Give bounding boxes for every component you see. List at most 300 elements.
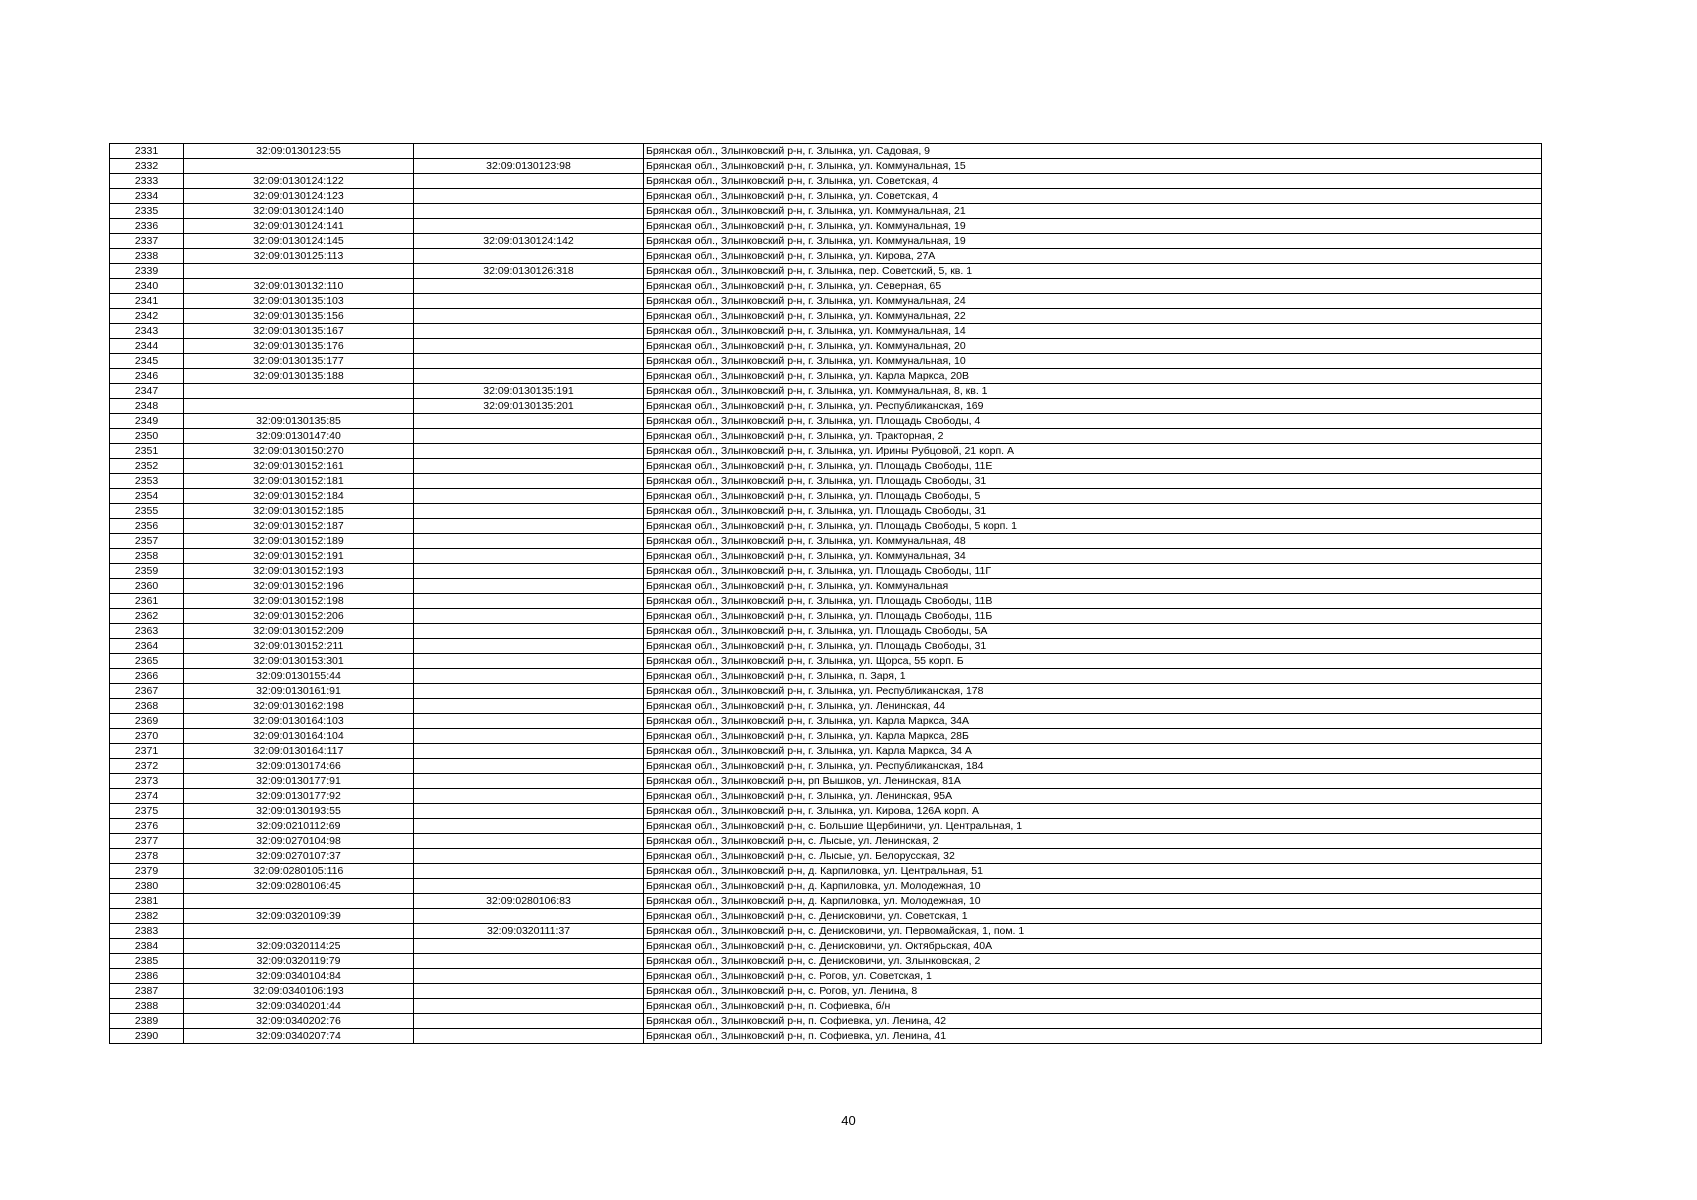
table-row xyxy=(110,444,1542,459)
cadastral-number-cell: 32:09:0130162:198 xyxy=(184,699,414,714)
cadastral-number-cell: 32:09:0130193:55 xyxy=(184,804,414,819)
table-row xyxy=(110,234,1542,249)
row-number-cell: 2358 xyxy=(110,549,184,564)
cadastral-number-cell: 32:09:0130135:167 xyxy=(184,324,414,339)
row-number-cell: 2367 xyxy=(110,684,184,699)
alt-cadastral-number-cell xyxy=(414,564,644,579)
row-number-cell: 2348 xyxy=(110,399,184,414)
row-number-cell: 2336 xyxy=(110,219,184,234)
table-row xyxy=(110,744,1542,759)
table-row xyxy=(110,894,1542,909)
table-row xyxy=(110,429,1542,444)
cadastral-number-cell: 32:09:0130152:187 xyxy=(184,519,414,534)
address-cell: Брянская обл., Злынковский р-н, г. Злынка, ул. Карла Маркса, 20В xyxy=(644,369,1542,384)
address-cell: Брянская обл., Злынковский р-н, г. Злынка, ул. Коммунальная, 14 xyxy=(644,324,1542,339)
alt-cadastral-number-cell xyxy=(414,594,644,609)
address-cell: Брянская обл., Злынковский р-н, с. Рогов, ул. Советская, 1 xyxy=(644,969,1542,984)
row-number-cell: 2344 xyxy=(110,339,184,354)
cadastral-number-cell: 32:09:0130153:301 xyxy=(184,654,414,669)
cadastral-number-cell xyxy=(184,924,414,939)
table-row xyxy=(110,519,1542,534)
row-number-cell: 2375 xyxy=(110,804,184,819)
alt-cadastral-number-cell xyxy=(414,249,644,264)
row-number-cell: 2363 xyxy=(110,624,184,639)
alt-cadastral-number-cell xyxy=(414,474,644,489)
address-cell: Брянская обл., Злынковский р-н, с. Денисковичи, ул. Октябрьская, 40А xyxy=(644,939,1542,954)
cadastral-number-cell: 32:09:0320119:79 xyxy=(184,954,414,969)
cadastral-number-cell: 32:09:0130152:181 xyxy=(184,474,414,489)
cadastral-number-cell: 32:09:0340207:74 xyxy=(184,1029,414,1044)
table-row xyxy=(110,609,1542,624)
row-number-cell: 2355 xyxy=(110,504,184,519)
row-number-cell: 2333 xyxy=(110,174,184,189)
alt-cadastral-number-cell xyxy=(414,324,644,339)
address-cell: Брянская обл., Злынковский р-н, г. Злынка, ул. Коммунальная, 19 xyxy=(644,234,1542,249)
row-number-cell: 2339 xyxy=(110,264,184,279)
cadastral-number-cell: 32:09:0340104:84 xyxy=(184,969,414,984)
cadastral-number-cell: 32:09:0270107:37 xyxy=(184,849,414,864)
row-number-cell: 2379 xyxy=(110,864,184,879)
address-cell: Брянская обл., Злынковский р-н, г. Злынка, ул. Коммунальная, 20 xyxy=(644,339,1542,354)
table-row xyxy=(110,729,1542,744)
address-cell: Брянская обл., Злынковский р-н, г. Злынка, ул. Коммунальная, 10 xyxy=(644,354,1542,369)
table-row xyxy=(110,489,1542,504)
row-number-cell: 2345 xyxy=(110,354,184,369)
cadastral-number-cell: 32:09:0130125:113 xyxy=(184,249,414,264)
row-number-cell: 2388 xyxy=(110,999,184,1014)
address-cell: Брянская обл., Злынковский р-н, г. Злынка, ул. Коммунальная, 34 xyxy=(644,549,1542,564)
table-row xyxy=(110,219,1542,234)
row-number-cell: 2332 xyxy=(110,159,184,174)
page-number: 40 xyxy=(841,1113,856,1128)
alt-cadastral-number-cell xyxy=(414,864,644,879)
alt-cadastral-number-cell xyxy=(414,174,644,189)
cadastral-number-cell: 32:09:0130152:189 xyxy=(184,534,414,549)
address-cell: Брянская обл., Злынковский р-н, с. Лысые, ул. Белорусская, 32 xyxy=(644,849,1542,864)
cadastral-number-cell: 32:09:0340106:193 xyxy=(184,984,414,999)
cadastral-number-cell: 32:09:0130164:104 xyxy=(184,729,414,744)
cadastral-number-cell: 32:09:0130152:161 xyxy=(184,459,414,474)
address-cell: Брянская обл., Злынковский р-н, г. Злынка, ул. Коммунальная xyxy=(644,579,1542,594)
table-row xyxy=(110,534,1542,549)
cadastral-number-cell: 32:09:0130152:206 xyxy=(184,609,414,624)
alt-cadastral-number-cell xyxy=(414,309,644,324)
row-number-cell: 2372 xyxy=(110,759,184,774)
row-number-cell: 2346 xyxy=(110,369,184,384)
cadastral-number-cell xyxy=(184,384,414,399)
table-row xyxy=(110,924,1542,939)
address-cell: Брянская обл., Злынковский р-н, г. Злынка, ул. Площадь Свободы, 11Б xyxy=(644,609,1542,624)
table-row xyxy=(110,279,1542,294)
row-number-cell: 2366 xyxy=(110,669,184,684)
table-row xyxy=(110,969,1542,984)
alt-cadastral-number-cell xyxy=(414,939,644,954)
alt-cadastral-number-cell xyxy=(414,1029,644,1044)
cadastral-number-cell: 32:09:0320109:39 xyxy=(184,909,414,924)
table-row xyxy=(110,294,1542,309)
row-number-cell: 2338 xyxy=(110,249,184,264)
table-row xyxy=(110,819,1542,834)
address-cell: Брянская обл., Злынковский р-н, г. Злынка, ул. Карла Маркса, 34А xyxy=(644,714,1542,729)
address-cell: Брянская обл., Злынковский р-н, г. Злынка, ул. Коммунальная, 24 xyxy=(644,294,1542,309)
alt-cadastral-number-cell xyxy=(414,279,644,294)
table-row xyxy=(110,369,1542,384)
alt-cadastral-number-cell: 32:09:0130124:142 xyxy=(414,234,644,249)
cadastral-number-cell: 32:09:0130152:211 xyxy=(184,639,414,654)
row-number-cell: 2368 xyxy=(110,699,184,714)
row-number-cell: 2385 xyxy=(110,954,184,969)
property-table xyxy=(109,143,1542,1044)
alt-cadastral-number-cell xyxy=(414,369,644,384)
table-row xyxy=(110,384,1542,399)
table-row xyxy=(110,834,1542,849)
alt-cadastral-number-cell xyxy=(414,849,644,864)
cadastral-number-cell: 32:09:0130135:176 xyxy=(184,339,414,354)
row-number-cell: 2382 xyxy=(110,909,184,924)
address-cell: Брянская обл., Злынковский р-н, с. Лысые, ул. Ленинская, 2 xyxy=(644,834,1542,849)
row-number-cell: 2376 xyxy=(110,819,184,834)
row-number-cell: 2351 xyxy=(110,444,184,459)
cadastral-number-cell: 32:09:0130177:92 xyxy=(184,789,414,804)
row-number-cell: 2381 xyxy=(110,894,184,909)
row-number-cell: 2357 xyxy=(110,534,184,549)
address-cell: Брянская обл., Злынковский р-н, г. Злынка, ул. Советская, 4 xyxy=(644,189,1542,204)
table-row xyxy=(110,774,1542,789)
table-row xyxy=(110,414,1542,429)
alt-cadastral-number-cell xyxy=(414,879,644,894)
table-row xyxy=(110,354,1542,369)
address-cell: Брянская обл., Злынковский р-н, д. Карпиловка, ул. Молодежная, 10 xyxy=(644,894,1542,909)
table-row xyxy=(110,879,1542,894)
row-number-cell: 2342 xyxy=(110,309,184,324)
table-row xyxy=(110,339,1542,354)
address-cell: Брянская обл., Злынковский р-н, г. Злынка, ул. Площадь Свободы, 11Г xyxy=(644,564,1542,579)
cadastral-number-cell: 32:09:0210112:69 xyxy=(184,819,414,834)
alt-cadastral-number-cell xyxy=(414,714,644,729)
row-number-cell: 2364 xyxy=(110,639,184,654)
alt-cadastral-number-cell xyxy=(414,504,644,519)
cadastral-number-cell: 32:09:0130124:140 xyxy=(184,204,414,219)
cadastral-number-cell: 32:09:0130155:44 xyxy=(184,669,414,684)
alt-cadastral-number-cell xyxy=(414,429,644,444)
row-number-cell: 2343 xyxy=(110,324,184,339)
alt-cadastral-number-cell xyxy=(414,204,644,219)
table-row xyxy=(110,909,1542,924)
alt-cadastral-number-cell xyxy=(414,519,644,534)
address-cell: Брянская обл., Злынковский р-н, г. Злынка, ул. Площадь Свободы, 31 xyxy=(644,639,1542,654)
alt-cadastral-number-cell xyxy=(414,744,644,759)
address-cell: Брянская обл., Злынковский р-н, г. Злынка, ул. Ленинская, 44 xyxy=(644,699,1542,714)
cadastral-number-cell: 32:09:0130152:209 xyxy=(184,624,414,639)
row-number-cell: 2356 xyxy=(110,519,184,534)
cadastral-number-cell: 32:09:0130124:141 xyxy=(184,219,414,234)
table-row xyxy=(110,759,1542,774)
row-number-cell: 2353 xyxy=(110,474,184,489)
alt-cadastral-number-cell xyxy=(414,789,644,804)
cadastral-number-cell xyxy=(184,159,414,174)
alt-cadastral-number-cell: 32:09:0130123:98 xyxy=(414,159,644,174)
alt-cadastral-number-cell xyxy=(414,954,644,969)
table-row xyxy=(110,684,1542,699)
alt-cadastral-number-cell xyxy=(414,144,644,159)
cadastral-number-cell: 32:09:0130132:110 xyxy=(184,279,414,294)
row-number-cell: 2374 xyxy=(110,789,184,804)
row-number-cell: 2340 xyxy=(110,279,184,294)
cadastral-number-cell: 32:09:0130152:196 xyxy=(184,579,414,594)
address-cell: Брянская обл., Злынковский р-н, г. Злынка, ул. Карла Маркса, 28Б xyxy=(644,729,1542,744)
address-cell: Брянская обл., Злынковский р-н, г. Злынка, ул. Тракторная, 2 xyxy=(644,429,1542,444)
address-cell: Брянская обл., Злынковский р-н, п. Софиевка, б/н xyxy=(644,999,1542,1014)
address-cell: Брянская обл., Злынковский р-н, п. Софиевка, ул. Ленина, 42 xyxy=(644,1014,1542,1029)
table-row xyxy=(110,864,1542,879)
alt-cadastral-number-cell xyxy=(414,804,644,819)
table-row xyxy=(110,699,1542,714)
cadastral-number-cell: 32:09:0130124:122 xyxy=(184,174,414,189)
cadastral-number-cell xyxy=(184,894,414,909)
row-number-cell: 2361 xyxy=(110,594,184,609)
table-row xyxy=(110,549,1542,564)
alt-cadastral-number-cell xyxy=(414,609,644,624)
table-row xyxy=(110,1029,1542,1044)
cadastral-number-cell: 32:09:0130164:117 xyxy=(184,744,414,759)
cadastral-number-cell: 32:09:0340201:44 xyxy=(184,999,414,1014)
address-cell: Брянская обл., Злынковский р-н, г. Злынка, ул. Площадь Свободы, 4 xyxy=(644,414,1542,429)
address-cell: Брянская обл., Злынковский р-н, г. Злынка, ул. Коммунальная, 22 xyxy=(644,309,1542,324)
cadastral-number-cell: 32:09:0130161:91 xyxy=(184,684,414,699)
row-number-cell: 2380 xyxy=(110,879,184,894)
address-cell: Брянская обл., Злынковский р-н, г. Злынка, ул. Ирины Рубцовой, 21 корп. А xyxy=(644,444,1542,459)
address-cell: Брянская обл., Злынковский р-н, г. Злынка, ул. Кирова, 27А xyxy=(644,249,1542,264)
alt-cadastral-number-cell xyxy=(414,774,644,789)
address-cell: Брянская обл., Злынковский р-н, г. Злынка, ул. Площадь Свободы, 11Е xyxy=(644,459,1542,474)
alt-cadastral-number-cell xyxy=(414,354,644,369)
cadastral-number-cell: 32:09:0130152:193 xyxy=(184,564,414,579)
cadastral-number-cell: 32:09:0280106:45 xyxy=(184,879,414,894)
cadastral-number-cell: 32:09:0280105:116 xyxy=(184,864,414,879)
row-number-cell: 2331 xyxy=(110,144,184,159)
table-row xyxy=(110,654,1542,669)
alt-cadastral-number-cell: 32:09:0130135:191 xyxy=(414,384,644,399)
row-number-cell: 2341 xyxy=(110,294,184,309)
address-cell: Брянская обл., Злынковский р-н, г. Злынка, ул. Щорса, 55 корп. Б xyxy=(644,654,1542,669)
table-row xyxy=(110,624,1542,639)
table-row xyxy=(110,459,1542,474)
alt-cadastral-number-cell xyxy=(414,684,644,699)
table-row xyxy=(110,204,1542,219)
address-cell: Брянская обл., Злынковский р-н, д. Карпиловка, ул. Молодежная, 10 xyxy=(644,879,1542,894)
cadastral-number-cell: 32:09:0130152:184 xyxy=(184,489,414,504)
address-cell: Брянская обл., Злынковский р-н, с. Большие Щербиничи, ул. Центральная, 1 xyxy=(644,819,1542,834)
alt-cadastral-number-cell xyxy=(414,834,644,849)
address-cell: Брянская обл., Злынковский р-н, г. Злынка, ул. Коммунальная, 21 xyxy=(644,204,1542,219)
address-cell: Брянская обл., Злынковский р-н, г. Злынка, ул. Площадь Свободы, 31 xyxy=(644,504,1542,519)
address-cell: Брянская обл., Злынковский р-н, г. Злынка, ул. Ленинская, 95А xyxy=(644,789,1542,804)
row-number-cell: 2334 xyxy=(110,189,184,204)
cadastral-number-cell: 32:09:0130123:55 xyxy=(184,144,414,159)
address-cell: Брянская обл., Злынковский р-н, с. Денисковичи, ул. Злынковская, 2 xyxy=(644,954,1542,969)
address-cell: Брянская обл., Злынковский р-н, с. Денисковичи, ул. Советская, 1 xyxy=(644,909,1542,924)
cadastral-number-cell: 32:09:0130124:145 xyxy=(184,234,414,249)
alt-cadastral-number-cell xyxy=(414,549,644,564)
alt-cadastral-number-cell: 32:09:0280106:83 xyxy=(414,894,644,909)
cadastral-number-cell: 32:09:0130147:40 xyxy=(184,429,414,444)
row-number-cell: 2365 xyxy=(110,654,184,669)
alt-cadastral-number-cell xyxy=(414,294,644,309)
address-cell: Брянская обл., Злынковский р-н, г. Злынка, ул. Площадь Свободы, 31 xyxy=(644,474,1542,489)
row-number-cell: 2373 xyxy=(110,774,184,789)
table-row xyxy=(110,399,1542,414)
address-cell: Брянская обл., Злынковский р-н, г. Злынка, ул. Площадь Свободы, 11В xyxy=(644,594,1542,609)
address-cell: Брянская обл., Злынковский р-н, г. Злынка, ул. Советская, 4 xyxy=(644,174,1542,189)
cadastral-number-cell: 32:09:0130177:91 xyxy=(184,774,414,789)
cadastral-number-cell: 32:09:0270104:98 xyxy=(184,834,414,849)
table-row xyxy=(110,639,1542,654)
row-number-cell: 2337 xyxy=(110,234,184,249)
alt-cadastral-number-cell xyxy=(414,669,644,684)
alt-cadastral-number-cell: 32:09:0320111:37 xyxy=(414,924,644,939)
table-row xyxy=(110,939,1542,954)
alt-cadastral-number-cell xyxy=(414,654,644,669)
address-cell: Брянская обл., Злынковский р-н, г. Злынка, ул. Республиканская, 169 xyxy=(644,399,1542,414)
address-cell: Брянская обл., Злынковский р-н, рп Вышков, ул. Ленинская, 81А xyxy=(644,774,1542,789)
alt-cadastral-number-cell xyxy=(414,699,644,714)
address-cell: Брянская обл., Злынковский р-н, г. Злынка, ул. Коммунальная, 48 xyxy=(644,534,1542,549)
address-cell: Брянская обл., Злынковский р-н, г. Злынка, п. Заря, 1 xyxy=(644,669,1542,684)
cadastral-number-cell: 32:09:0130135:103 xyxy=(184,294,414,309)
alt-cadastral-number-cell xyxy=(414,969,644,984)
address-cell: Брянская обл., Злынковский р-н, г. Злынка, ул. Республиканская, 178 xyxy=(644,684,1542,699)
table-row xyxy=(110,174,1542,189)
cadastral-number-cell: 32:09:0130164:103 xyxy=(184,714,414,729)
row-number-cell: 2383 xyxy=(110,924,184,939)
address-cell: Брянская обл., Злынковский р-н, г. Злынка, ул. Республиканская, 184 xyxy=(644,759,1542,774)
table-row xyxy=(110,324,1542,339)
alt-cadastral-number-cell xyxy=(414,639,644,654)
cadastral-number-cell: 32:09:0130150:270 xyxy=(184,444,414,459)
table-row xyxy=(110,189,1542,204)
row-number-cell: 2371 xyxy=(110,744,184,759)
alt-cadastral-number-cell xyxy=(414,759,644,774)
cadastral-number-cell: 32:09:0130124:123 xyxy=(184,189,414,204)
cadastral-number-cell: 32:09:0130135:177 xyxy=(184,354,414,369)
address-cell: Брянская обл., Злынковский р-н, г. Злынка, ул. Коммунальная, 8, кв. 1 xyxy=(644,384,1542,399)
cadastral-number-cell: 32:09:0320114:25 xyxy=(184,939,414,954)
address-cell: Брянская обл., Злынковский р-н, г. Злынка, пер. Советский, 5, кв. 1 xyxy=(644,264,1542,279)
table-row xyxy=(110,309,1542,324)
alt-cadastral-number-cell: 32:09:0130135:201 xyxy=(414,399,644,414)
alt-cadastral-number-cell xyxy=(414,999,644,1014)
alt-cadastral-number-cell xyxy=(414,984,644,999)
table-row xyxy=(110,984,1542,999)
cadastral-number-cell xyxy=(184,399,414,414)
alt-cadastral-number-cell xyxy=(414,819,644,834)
address-cell: Брянская обл., Злынковский р-н, г. Злынка, ул. Площадь Свободы, 5 корп. 1 xyxy=(644,519,1542,534)
row-number-cell: 2370 xyxy=(110,729,184,744)
alt-cadastral-number-cell xyxy=(414,219,644,234)
alt-cadastral-number-cell: 32:09:0130126:318 xyxy=(414,264,644,279)
row-number-cell: 2386 xyxy=(110,969,184,984)
alt-cadastral-number-cell xyxy=(414,414,644,429)
cadastral-number-cell: 32:09:0130135:156 xyxy=(184,309,414,324)
address-cell: Брянская обл., Злынковский р-н, г. Злынка, ул. Садовая, 9 xyxy=(644,144,1542,159)
row-number-cell: 2377 xyxy=(110,834,184,849)
table-row xyxy=(110,999,1542,1014)
row-number-cell: 2350 xyxy=(110,429,184,444)
row-number-cell: 2335 xyxy=(110,204,184,219)
address-cell: Брянская обл., Злынковский р-н, г. Злынка, ул. Карла Маркса, 34 А xyxy=(644,744,1542,759)
alt-cadastral-number-cell xyxy=(414,489,644,504)
table-row xyxy=(110,504,1542,519)
table-row xyxy=(110,954,1542,969)
table-row xyxy=(110,159,1542,174)
row-number-cell: 2387 xyxy=(110,984,184,999)
row-number-cell: 2362 xyxy=(110,609,184,624)
alt-cadastral-number-cell xyxy=(414,579,644,594)
row-number-cell: 2389 xyxy=(110,1014,184,1029)
alt-cadastral-number-cell xyxy=(414,534,644,549)
address-cell: Брянская обл., Злынковский р-н, с. Денисковичи, ул. Первомайская, 1, пом. 1 xyxy=(644,924,1542,939)
row-number-cell: 2369 xyxy=(110,714,184,729)
table-row xyxy=(110,1014,1542,1029)
address-cell: Брянская обл., Злынковский р-н, п. Софиевка, ул. Ленина, 41 xyxy=(644,1029,1542,1044)
table-row xyxy=(110,804,1542,819)
alt-cadastral-number-cell xyxy=(414,189,644,204)
table-row xyxy=(110,249,1542,264)
cadastral-number-cell: 32:09:0130135:188 xyxy=(184,369,414,384)
table-row xyxy=(110,264,1542,279)
table-row xyxy=(110,579,1542,594)
address-cell: Брянская обл., Злынковский р-н, с. Рогов, ул. Ленина, 8 xyxy=(644,984,1542,999)
alt-cadastral-number-cell xyxy=(414,444,644,459)
alt-cadastral-number-cell xyxy=(414,339,644,354)
row-number-cell: 2390 xyxy=(110,1029,184,1044)
row-number-cell: 2352 xyxy=(110,459,184,474)
address-cell: Брянская обл., Злынковский р-н, г. Злынка, ул. Коммунальная, 15 xyxy=(644,159,1542,174)
address-cell: Брянская обл., Злынковский р-н, г. Злынка, ул. Площадь Свободы, 5 xyxy=(644,489,1542,504)
alt-cadastral-number-cell xyxy=(414,459,644,474)
address-cell: Брянская обл., Злынковский р-н, г. Злынка, ул. Кирова, 126А корп. А xyxy=(644,804,1542,819)
cadastral-number-cell xyxy=(184,264,414,279)
table-row xyxy=(110,564,1542,579)
table-row xyxy=(110,789,1542,804)
cadastral-number-cell: 32:09:0130152:191 xyxy=(184,549,414,564)
row-number-cell: 2359 xyxy=(110,564,184,579)
cadastral-number-cell: 32:09:0340202:76 xyxy=(184,1014,414,1029)
table-row xyxy=(110,144,1542,159)
property-table-body xyxy=(110,144,1542,1044)
address-cell: Брянская обл., Злынковский р-н, д. Карпиловка, ул. Центральная, 51 xyxy=(644,864,1542,879)
cadastral-number-cell: 32:09:0130152:185 xyxy=(184,504,414,519)
address-cell: Брянская обл., Злынковский р-н, г. Злынка, ул. Коммунальная, 19 xyxy=(644,219,1542,234)
alt-cadastral-number-cell xyxy=(414,909,644,924)
row-number-cell: 2378 xyxy=(110,849,184,864)
row-number-cell: 2354 xyxy=(110,489,184,504)
cadastral-number-cell: 32:09:0130135:85 xyxy=(184,414,414,429)
row-number-cell: 2349 xyxy=(110,414,184,429)
row-number-cell: 2347 xyxy=(110,384,184,399)
cadastral-number-cell: 32:09:0130152:198 xyxy=(184,594,414,609)
table-row xyxy=(110,849,1542,864)
table-row xyxy=(110,594,1542,609)
alt-cadastral-number-cell xyxy=(414,624,644,639)
address-cell: Брянская обл., Злынковский р-н, г. Злынка, ул. Площадь Свободы, 5А xyxy=(644,624,1542,639)
alt-cadastral-number-cell xyxy=(414,1014,644,1029)
table-row xyxy=(110,714,1542,729)
table-row xyxy=(110,474,1542,489)
row-number-cell: 2360 xyxy=(110,579,184,594)
table-row xyxy=(110,669,1542,684)
alt-cadastral-number-cell xyxy=(414,729,644,744)
